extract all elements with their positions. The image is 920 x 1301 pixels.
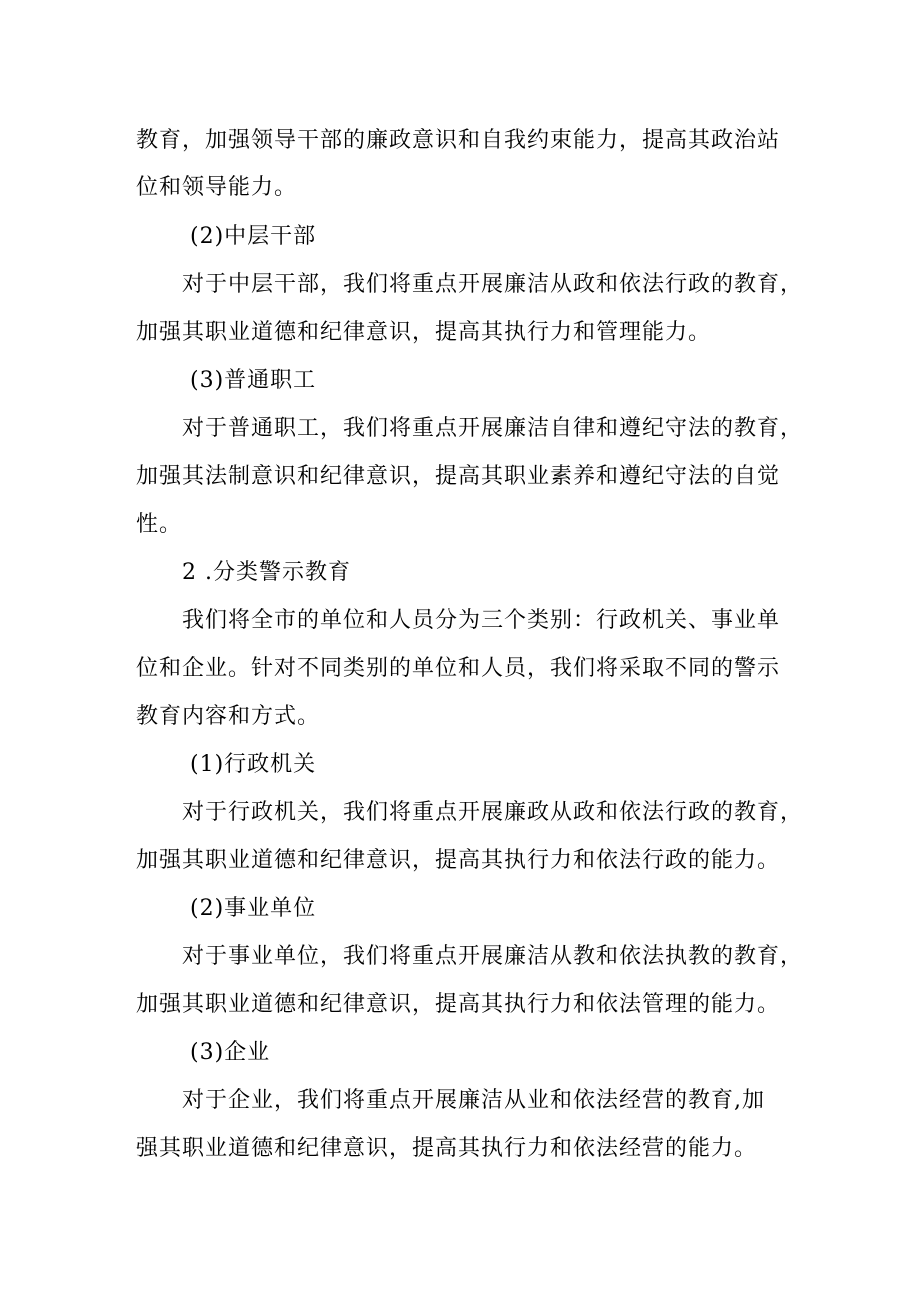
paragraph-line: 性。 [136,512,183,537]
paragraph-line: 加强其职业道德和纪律意识，提高其执行力和依法行政的能力。 [136,848,781,873]
subheading-public-institutions: (2)事业单位 [190,896,317,921]
paragraph-line: 加强其法制意识和纪律意识，提高其职业素养和遵纪守法的自觉 [136,464,781,489]
paragraph-line: 对于行政机关，我们将重点开展廉政从政和依法行政的教育， [182,800,804,825]
subheading-ordinary-staff: (3)普通职工 [190,368,317,393]
paragraph-line: 对于事业单位，我们将重点开展廉洁从教和依法执教的教育， [182,944,804,969]
paragraph-line: 对于普通职工，我们将重点开展廉洁自律和遵纪守法的教育， [182,416,804,441]
paragraph-line: 对于中层干部，我们将重点开展廉洁从政和依法行政的教育， [182,272,804,297]
paragraph-line: 位和领导能力。 [136,175,298,200]
paragraph-line: 强其职业道德和纪律意识，提高其执行力和依法经营的能力。 [136,1136,758,1161]
paragraph-line: 加强其职业道德和纪律意识，提高其执行力和依法管理的能力。 [136,992,781,1017]
paragraph-line: 位和企业。针对不同类别的单位和人员，我们将采取不同的警示 [136,656,781,681]
paragraph-line: 加强其职业道德和纪律意识，提高其执行力和管理能力。 [136,320,712,345]
paragraph-line: 对于企业，我们将重点开展廉洁从业和依法经营的教育,加 [182,1088,765,1113]
subheading-administrative-organs: (1)行政机关 [190,752,317,777]
section-heading-warning-education: 2 .分类警示教育 [182,560,351,585]
paragraph-line: 教育内容和方式。 [136,704,321,729]
paragraph-line: 我们将全市的单位和人员分为三个类别：行政机关、事业单 [182,608,781,633]
subheading-enterprises: (3)企业 [190,1040,271,1065]
subheading-middle-cadres: (2)中层干部 [190,224,317,249]
paragraph-line: 教育，加强领导干部的廉政意识和自我约束能力，提高其政治站 [136,128,781,153]
